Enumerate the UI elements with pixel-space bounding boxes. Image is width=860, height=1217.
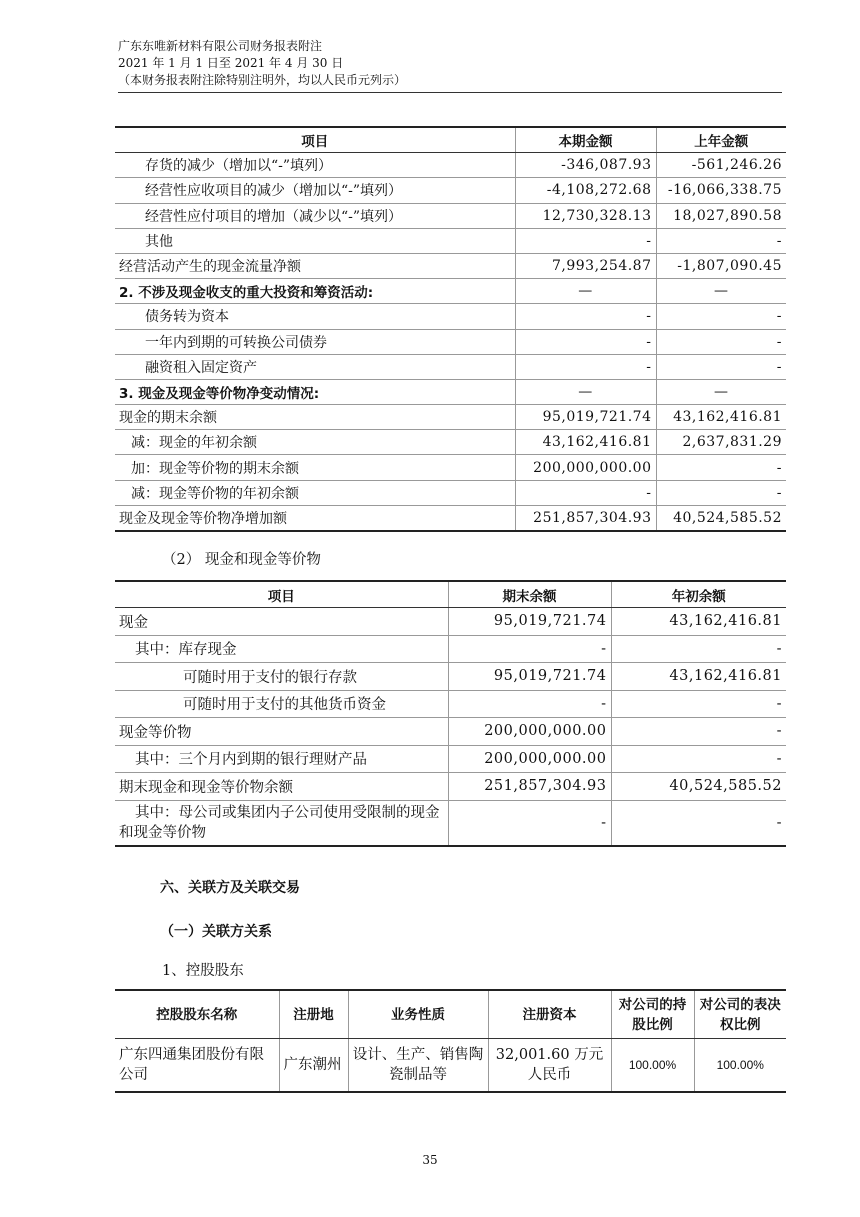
table-header-row <box>115 581 786 608</box>
cell-current-amount: 43,162,416.81 <box>515 430 656 455</box>
table-row <box>115 608 786 636</box>
cell-current-amount: -346,087.93 <box>515 153 656 178</box>
page-header <box>118 38 782 89</box>
table-row <box>115 745 786 773</box>
cell-item: 其中：三个月内到期的银行理财产品 <box>115 745 448 773</box>
cell-previous-amount: - <box>656 329 786 354</box>
column-header-name: 控股股东名称 <box>115 990 279 1039</box>
cell-previous-amount: 43,162,416.81 <box>656 405 786 430</box>
table-row <box>115 718 786 746</box>
cell-current-amount: — <box>515 379 656 404</box>
column-header-share: 对公司的持股比例 <box>611 990 694 1039</box>
subsection-title-cash-equivalents: （2） 现金和现金等价物 <box>162 552 321 568</box>
cell-current-amount: -4,108,272.68 <box>515 178 656 203</box>
cell-place: 广东潮州 <box>279 1039 348 1093</box>
cell-item: 期末现金和现金等价物余额 <box>115 773 448 801</box>
table-row <box>115 773 786 801</box>
table-row <box>115 455 786 480</box>
cell-ending-balance: 95,019,721.74 <box>448 608 611 636</box>
cell-ending-balance: - <box>448 800 611 846</box>
cell-item: 经营活动产生的现金流量净额 <box>115 253 515 278</box>
table-row <box>115 800 786 846</box>
header-rule <box>118 92 782 93</box>
table-row <box>115 663 786 691</box>
table-row <box>115 228 786 253</box>
table-row <box>115 635 786 663</box>
cell-previous-amount: - <box>656 480 786 505</box>
table-row <box>115 405 786 430</box>
cell-current-amount: - <box>515 304 656 329</box>
cell-previous-amount: - <box>656 228 786 253</box>
cell-item: 2. 不涉及现金收支的重大投资和筹资活动: <box>115 279 515 304</box>
cell-previous-amount: - <box>656 455 786 480</box>
cell-previous-amount: - <box>656 354 786 379</box>
cell-business: 设计、生产、销售陶瓷制品等 <box>348 1039 488 1093</box>
cell-current-amount: 7,993,254.87 <box>515 253 656 278</box>
cell-item: 现金 <box>115 608 448 636</box>
column-header-business: 业务性质 <box>348 990 488 1039</box>
section-heading-relationships: （一）关联方关系 <box>160 924 272 940</box>
column-header-place: 注册地 <box>279 990 348 1039</box>
cell-previous-amount: 40,524,585.52 <box>656 505 786 531</box>
cell-item: 现金及现金等价物净增加额 <box>115 505 515 531</box>
cell-beginning-balance: - <box>611 800 786 846</box>
cell-beginning-balance: 43,162,416.81 <box>611 608 786 636</box>
table-row <box>115 690 786 718</box>
cell-item: 可随时用于支付的银行存款 <box>115 663 448 691</box>
cell-capital: 32,001.60 万元人民币 <box>488 1039 611 1093</box>
cell-current-amount: - <box>515 228 656 253</box>
cell-ending-balance: 200,000,000.00 <box>448 718 611 746</box>
cell-current-amount: 12,730,328.13 <box>515 203 656 228</box>
column-header-vote: 对公司的表决权比例 <box>694 990 786 1039</box>
page-number: 35 <box>422 1153 438 1167</box>
cell-current-amount: - <box>515 480 656 505</box>
cell-ending-balance: - <box>448 690 611 718</box>
cell-item: 其中：母公司或集团内子公司使用受限制的现金和现金等价物 <box>115 800 448 846</box>
cell-vote: 100.00% <box>694 1039 786 1093</box>
subsection-controlling-shareholder: 1、控股股东 <box>162 963 244 979</box>
table-header-row <box>115 127 786 153</box>
column-header-item: 项目 <box>115 581 448 608</box>
cell-item: 减：现金的年初余额 <box>115 430 515 455</box>
column-header-item: 项目 <box>115 127 515 153</box>
cell-ending-balance: 95,019,721.74 <box>448 663 611 691</box>
table-row <box>115 153 786 178</box>
column-header-previous: 上年金额 <box>656 127 786 153</box>
cell-item: 加：现金等价物的期末余额 <box>115 455 515 480</box>
cell-ending-balance: 251,857,304.93 <box>448 773 611 801</box>
cell-previous-amount: 2,637,831.29 <box>656 430 786 455</box>
cell-current-amount: - <box>515 354 656 379</box>
cell-item: 可随时用于支付的其他货币资金 <box>115 690 448 718</box>
cell-previous-amount: — <box>656 279 786 304</box>
cell-ending-balance: 200,000,000.00 <box>448 745 611 773</box>
cell-previous-amount: — <box>656 379 786 404</box>
section-heading-related-parties: 六、关联方及关联交易 <box>160 880 300 896</box>
cell-beginning-balance: - <box>611 690 786 718</box>
cell-previous-amount: -561,246.26 <box>656 153 786 178</box>
controlling-shareholder-table <box>115 989 786 1093</box>
cell-previous-amount: -16,066,338.75 <box>656 178 786 203</box>
column-header-beginning: 年初余额 <box>611 581 786 608</box>
cash-equivalents-table <box>115 580 786 847</box>
table-row <box>115 304 786 329</box>
table-row <box>115 354 786 379</box>
cell-beginning-balance: - <box>611 718 786 746</box>
cell-item: 现金等价物 <box>115 718 448 746</box>
header-period: 2021 年 1 月 1 日至 2021 年 4 月 30 日 <box>118 56 344 70</box>
cell-item: 经营性应收项目的减少（增加以“-”填列） <box>115 178 515 203</box>
table-row <box>115 505 786 531</box>
cell-beginning-balance: - <box>611 745 786 773</box>
cell-current-amount: 200,000,000.00 <box>515 455 656 480</box>
cell-beginning-balance: 40,524,585.52 <box>611 773 786 801</box>
cell-current-amount: - <box>515 329 656 354</box>
column-header-current: 本期金额 <box>515 127 656 153</box>
cash-flow-supplement-table <box>115 126 786 532</box>
cell-item: 融资租入固定资产 <box>115 354 515 379</box>
cell-item: 债务转为资本 <box>115 304 515 329</box>
table-row <box>115 329 786 354</box>
cell-name: 广东四通集团股份有限公司 <box>119 1047 264 1083</box>
table-row <box>115 1039 786 1093</box>
cell-item: 其他 <box>115 228 515 253</box>
cell-item: 存货的减少（增加以“-”填列） <box>115 153 515 178</box>
table-row <box>115 279 786 304</box>
table-row <box>115 430 786 455</box>
cell-item: 3. 现金及现金等价物净变动情况: <box>115 379 515 404</box>
cell-ending-balance: - <box>448 635 611 663</box>
cell-previous-amount: - <box>656 304 786 329</box>
table-row <box>115 253 786 278</box>
cell-current-amount: — <box>515 279 656 304</box>
column-header-capital: 注册资本 <box>488 990 611 1039</box>
table-row <box>115 480 786 505</box>
cell-current-amount: 251,857,304.93 <box>515 505 656 531</box>
header-currency-note: （本财务报表附注除特别注明外，均以人民币元列示） <box>118 73 407 87</box>
cell-beginning-balance: 43,162,416.81 <box>611 663 786 691</box>
cell-item: 经营性应付项目的增加（减少以“-”填列） <box>115 203 515 228</box>
cell-current-amount: 95,019,721.74 <box>515 405 656 430</box>
cell-share: 100.00% <box>611 1039 694 1093</box>
header-company-title: 广东东唯新材料有限公司财务报表附注 <box>118 39 323 53</box>
cell-item: 一年内到期的可转换公司债券 <box>115 329 515 354</box>
table-row <box>115 178 786 203</box>
cell-previous-amount: 18,027,890.58 <box>656 203 786 228</box>
cell-item: 其中：库存现金 <box>115 635 448 663</box>
table-row <box>115 379 786 404</box>
cell-beginning-balance: - <box>611 635 786 663</box>
cell-item: 现金的期末余额 <box>115 405 515 430</box>
table-row <box>115 203 786 228</box>
table-header-row <box>115 990 786 1039</box>
column-header-ending: 期末余额 <box>448 581 611 608</box>
cell-previous-amount: -1,807,090.45 <box>656 253 786 278</box>
cell-item: 减：现金等价物的年初余额 <box>115 480 515 505</box>
